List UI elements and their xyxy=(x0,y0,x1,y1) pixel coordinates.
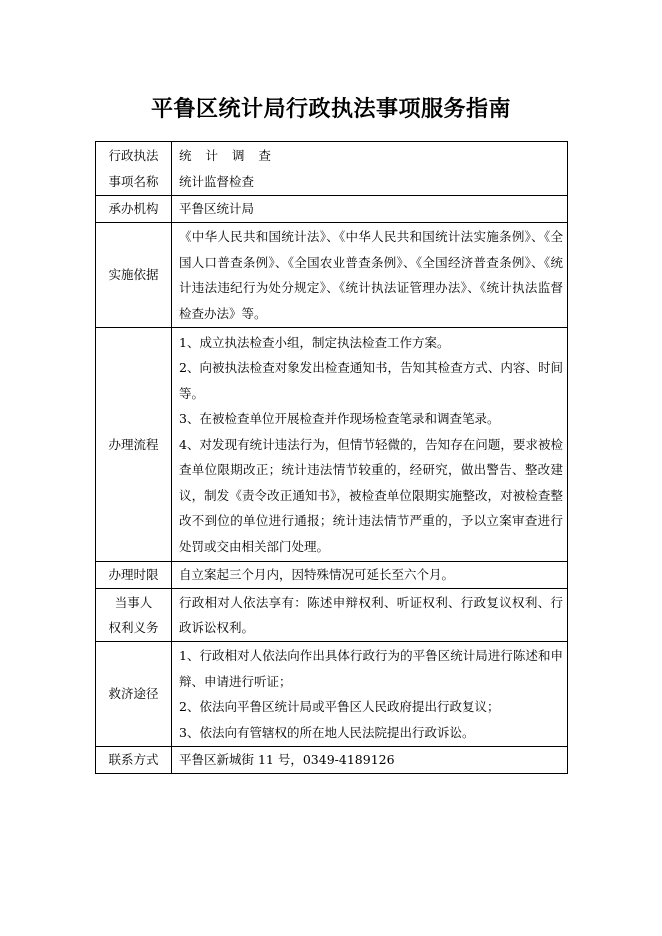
row-label: 当事人 xyxy=(114,594,153,610)
page-title: 平鲁区统计局行政执法事项服务指南 xyxy=(150,97,511,122)
table-row xyxy=(96,142,568,196)
time-limit-value: 自立案起三个月内，因特殊情况可延长至六个月。 xyxy=(172,562,568,589)
value-cell xyxy=(172,642,568,747)
remedy-item: 1、行政相对人依法向作出具体行政行为的平鲁区统计局进行陈述和申辩、申请进行听证； xyxy=(179,648,563,689)
remedy-item: 2、依法向平鲁区统计局或平鲁区人民政府提出行政复议； xyxy=(179,699,500,714)
process-step: 1、成立执法检查小组，制定执法检查工作方案。 xyxy=(179,334,450,350)
item-name-value: 统计监督检查 xyxy=(179,173,255,189)
row-label: 救济途径 xyxy=(96,642,172,747)
process-step: 2、向被执法检查对象发出检查通知书，告知其检查方式、内容、时间等。 xyxy=(179,360,563,401)
process-step: 3、在被检查单位开展检查并作现场检查笔录和调查笔录。 xyxy=(179,411,500,427)
basis-value: 《中华人民共和国统计法》、《中华人民共和国统计法实施条例》、《全国人口普查条例》、《全国农业普查条例》、《全国经济普查条例》、《统计违法违纪行为处分规定》、《统计执法证管理办法》、《统计执法监督检查办法》等。 xyxy=(172,223,568,328)
rights-value: 行政相对人依法享有：陈述申辩权利、听证权利、行政复议权利、行政诉讼权利。 xyxy=(172,589,568,642)
table-row xyxy=(96,196,568,223)
table-row xyxy=(96,328,568,562)
row-label: 行政执法 xyxy=(108,148,159,163)
table-row xyxy=(96,562,568,589)
label-cell xyxy=(96,589,172,642)
item-name-value: 统 计 调 查 xyxy=(179,148,276,163)
row-label: 权利义务 xyxy=(108,620,159,635)
row-label: 承办机构 xyxy=(96,196,172,223)
remedy-item: 3、依法向有管辖权的所在地人民法院提出行政诉讼。 xyxy=(179,724,475,740)
service-guide-table xyxy=(95,141,568,774)
value-cell xyxy=(172,142,568,196)
table-row xyxy=(96,589,568,642)
process-step: 4、对发现有统计违法行为，但情节轻微的，告知存在问题，要求被检查单位限期改正；统计违法情节较重的，经研究，做出警告、整改建议，制发《责令改正通知书》，被检查单位限期实施整改，对被检查整改不到位的单位进行通报；统计违法情节严重的，予以立案审查进行处罚或交由相关部门处理。 xyxy=(179,436,563,554)
table-row xyxy=(96,747,568,774)
row-label: 办理时限 xyxy=(96,562,172,589)
row-label: 事项名称 xyxy=(108,173,159,189)
row-label: 实施依据 xyxy=(96,223,172,328)
agency-value: 平鲁区统计局 xyxy=(172,196,568,223)
contact-value: 平鲁区新城街 11 号，0349-4189126 xyxy=(172,747,568,774)
value-cell xyxy=(172,328,568,562)
table-row xyxy=(96,223,568,328)
table-row xyxy=(96,642,568,747)
label-cell xyxy=(96,142,172,196)
row-label: 联系方式 xyxy=(96,747,172,774)
row-label: 办理流程 xyxy=(96,328,172,562)
